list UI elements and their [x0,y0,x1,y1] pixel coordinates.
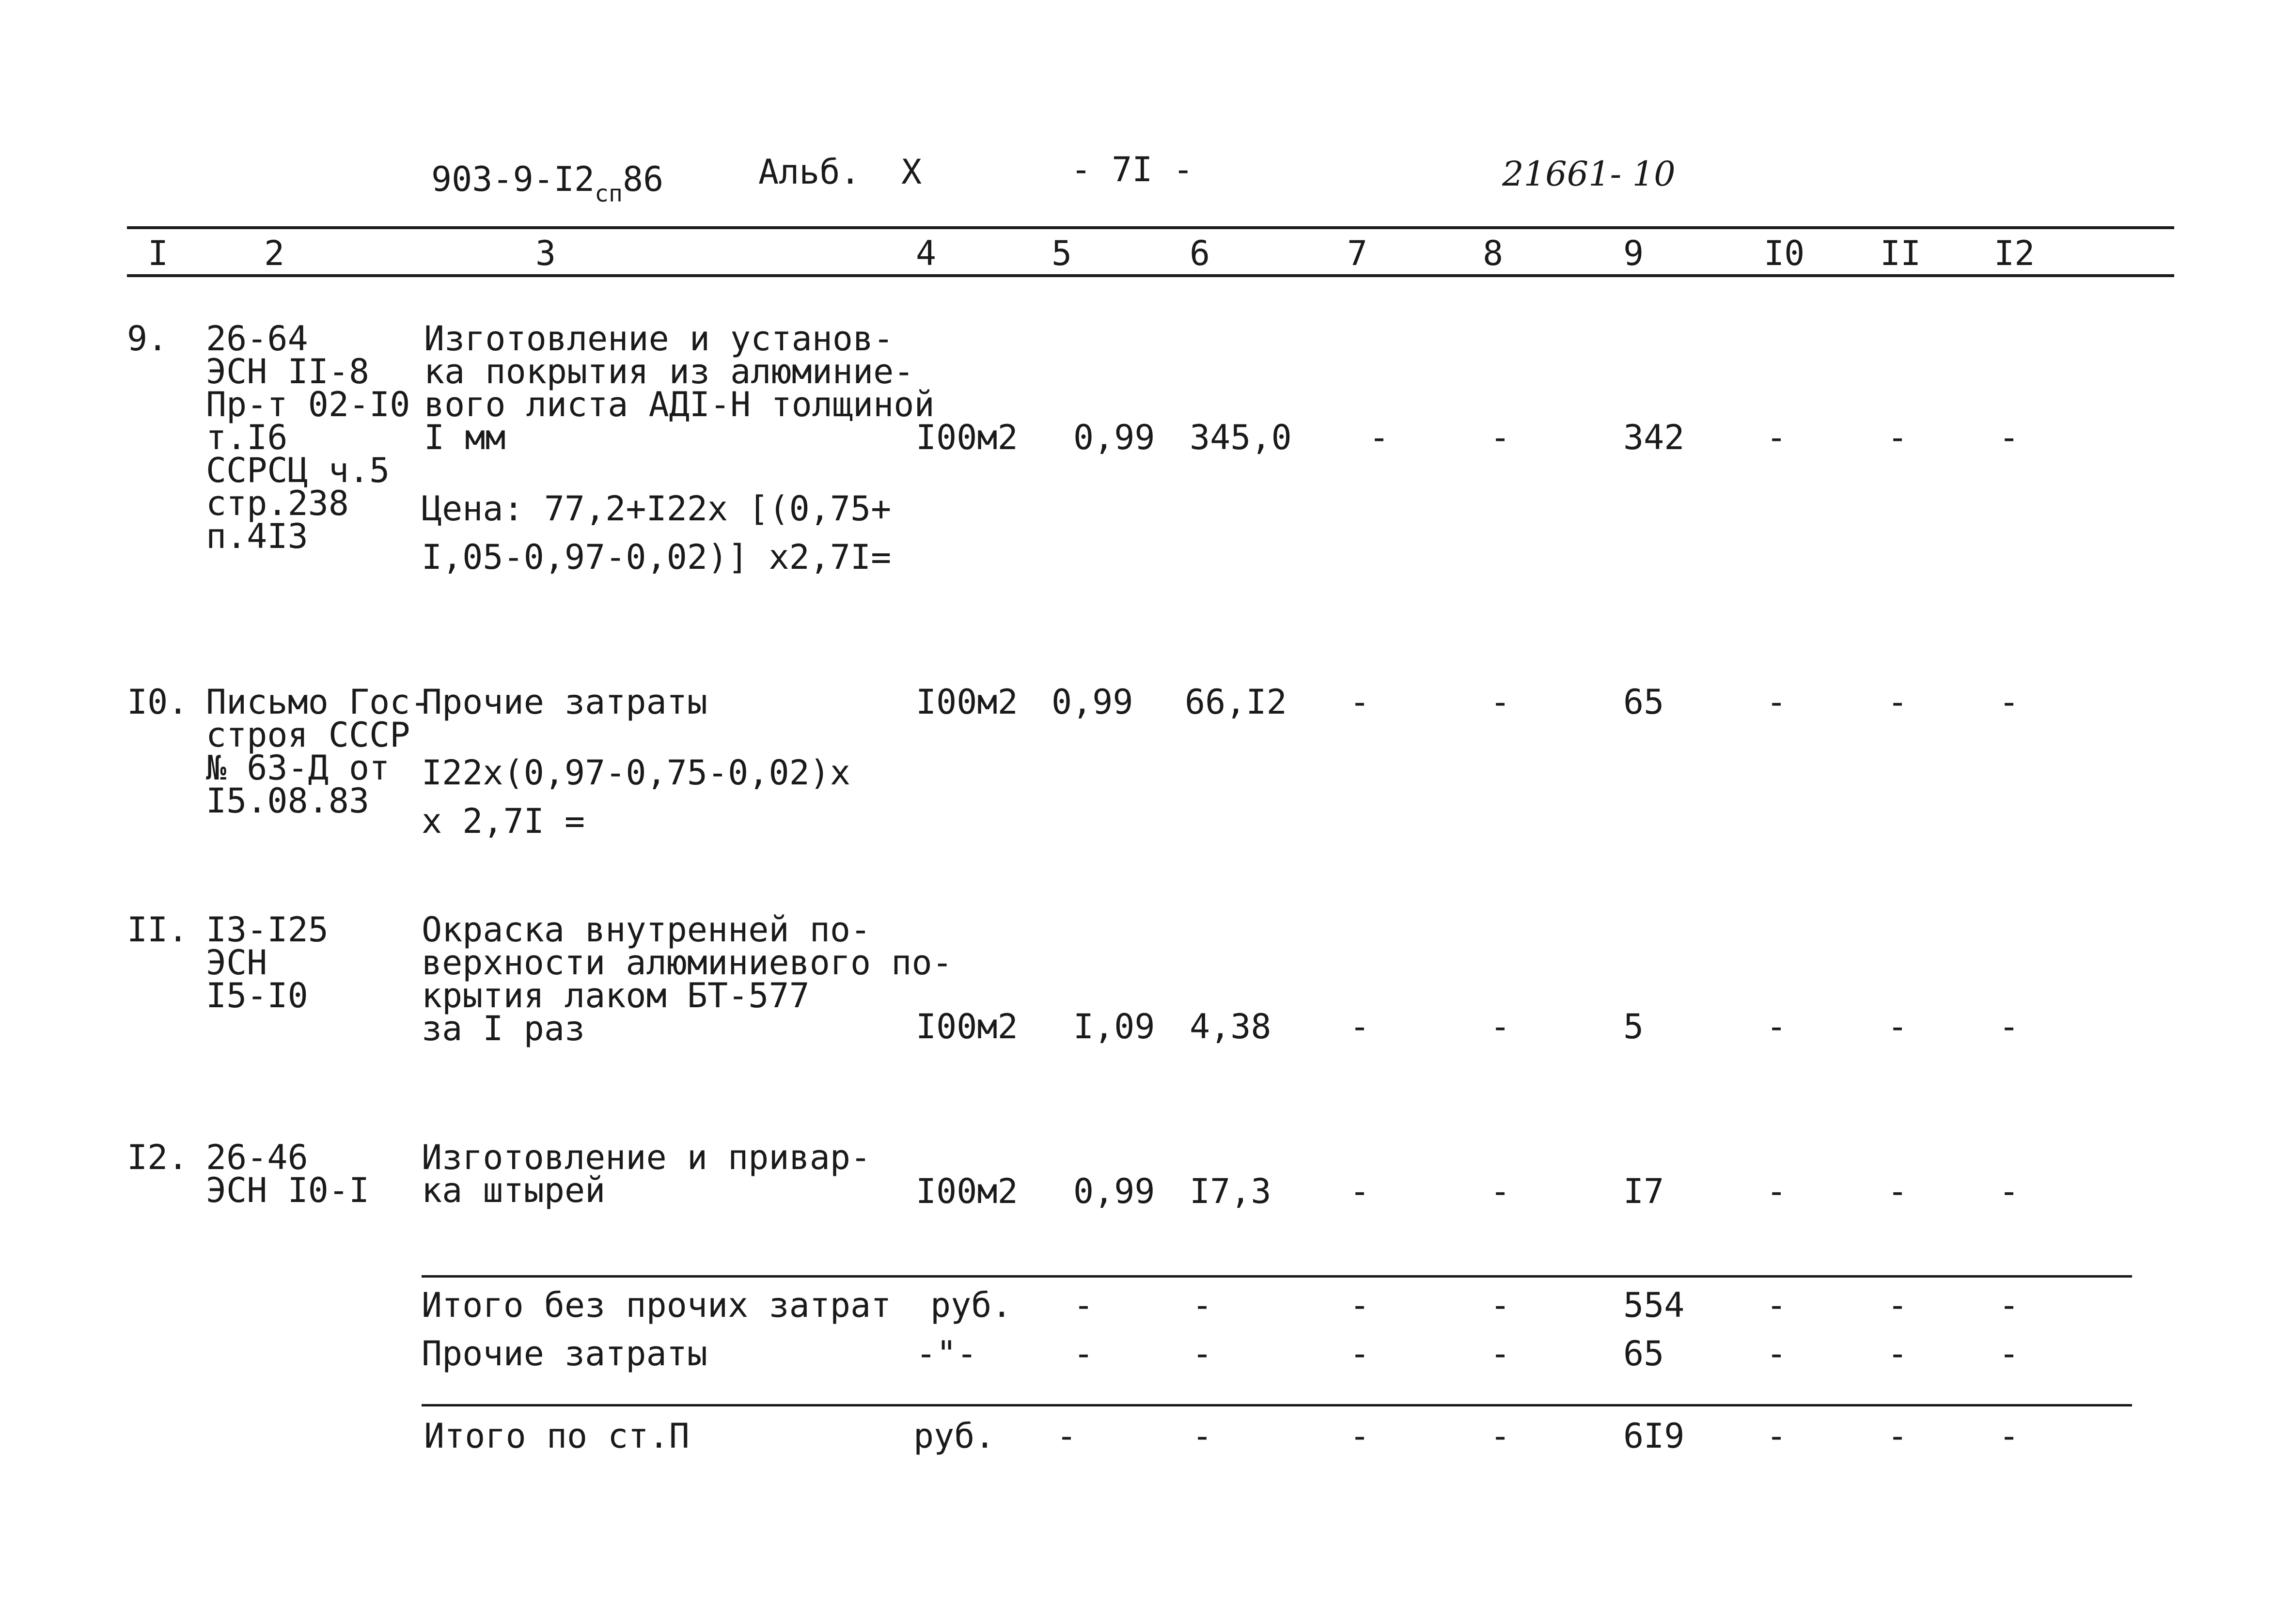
row-quantity: 0,99 [1073,418,1155,457]
total-col7: - [1349,1285,1370,1325]
col-header-9: 9 [1623,234,1644,273]
col-header-3: 3 [535,234,556,273]
row-price: I7,3 [1190,1171,1271,1211]
total-price: - [1192,1416,1213,1456]
total-col8: - [1490,1285,1511,1325]
row-col12: - [1999,682,2020,722]
row-col9: 342 [1623,418,1685,457]
grand-total-rule [422,1404,2132,1406]
row-basis: I3-I25 ЭСН I5-I0 [206,910,329,1015]
row-number: I0. [127,682,188,722]
total-quantity: - [1073,1285,1094,1325]
row-col12: - [1999,1007,2020,1046]
row-col8: - [1490,418,1511,457]
row-col11: - [1887,418,1908,457]
row-col7: - [1349,1171,1370,1211]
total-col9: 6I9 [1623,1416,1685,1456]
totals-top-rule [422,1275,2132,1278]
total-label: Итого без прочих затрат [422,1285,892,1325]
row-number: I2. [127,1138,188,1177]
total-col11: - [1887,1285,1908,1325]
col-header-7: 7 [1347,234,1368,273]
total-col11: - [1887,1416,1908,1456]
total-price: - [1192,1334,1213,1374]
total-col12: - [1999,1334,2020,1374]
row-quantity: 0,99 [1073,1171,1155,1211]
row-unit: I00м2 [916,1007,1018,1046]
row-unit: I00м2 [916,1171,1018,1211]
total-unit: -"- [916,1334,977,1374]
row-formula: I22х(0,97-0,75-0,02)х х 2,7I = [422,753,851,841]
col-header-6: 6 [1190,234,1210,273]
row-col10: - [1766,1007,1787,1046]
row-unit: I00м2 [916,418,1018,457]
row-number: II. [127,910,188,950]
col-header-11: II [1880,234,1921,273]
col-header-1: I [148,234,169,273]
row-col7: - [1349,682,1370,722]
row-col10: - [1766,418,1787,457]
col-header-12: I2 [1994,234,2035,273]
total-col8: - [1490,1334,1511,1374]
total-unit: руб. [913,1416,995,1456]
row-price: 66,I2 [1185,682,1287,722]
col-header-2: 2 [264,234,285,273]
row-col7: - [1369,418,1390,457]
row-col12: - [1999,1171,2020,1211]
row-quantity: I,09 [1073,1007,1155,1046]
total-col10: - [1766,1334,1787,1374]
total-col9: 554 [1623,1285,1685,1325]
total-col9: 65 [1623,1334,1664,1374]
row-col11: - [1887,682,1908,722]
total-quantity: - [1073,1334,1094,1374]
row-description: Прочие затраты [422,682,708,722]
row-description: Изготовление и установ- ка покрытия из алюминие- вого листа АДI-Н толщиной I мм [424,319,935,457]
row-formula: Цена: 77,2+I22х [(0,75+ I,05-0,97-0,02)] х2,7I= [422,489,892,577]
total-col10: - [1766,1285,1787,1325]
row-basis: 26-46 ЭСН I0-I [206,1138,370,1210]
row-col9: 5 [1623,1007,1644,1046]
col-header-5: 5 [1051,234,1072,273]
row-col9: I7 [1623,1171,1664,1211]
row-unit: I00м2 [916,682,1018,722]
total-col11: - [1887,1334,1908,1374]
col-header-10: I0 [1764,234,1805,273]
row-col11: - [1887,1171,1908,1211]
total-label: Итого по ст.П [424,1416,690,1456]
doc-code-subscript: сп [595,180,623,207]
row-col12: - [1999,418,2020,457]
row-quantity: 0,99 [1051,682,1133,722]
row-col10: - [1766,682,1787,722]
total-col7: - [1349,1416,1370,1456]
row-price: 345,0 [1190,418,1292,457]
col-header-8: 8 [1483,234,1504,273]
row-col9: 65 [1623,682,1664,722]
row-description: Окраска внутренней по- верхности алюминиевого по- крытия лаком БТ-577 за I раз [422,910,953,1048]
row-col8: - [1490,1007,1511,1046]
total-col10: - [1766,1416,1787,1456]
album-label: Альб. X [758,152,922,192]
header-bottom-rule [127,274,2174,277]
row-col11: - [1887,1007,1908,1046]
row-number: 9. [127,319,168,359]
row-basis: Письмо Гос- строя СССР № 63-Д от I5.08.83 [206,682,431,821]
total-col8: - [1490,1416,1511,1456]
row-col8: - [1490,1171,1511,1211]
row-basis: 26-64 ЭСН II-8 Пр-т 02-I0 т.I6 ССРСЦ ч.5 стр.238 п.4I3 [206,319,410,556]
doc-code: $903-9-I2_{сп}86$ [431,159,664,207]
total-unit: руб. [930,1285,1012,1325]
total-col7: - [1349,1334,1370,1374]
row-col7: - [1349,1007,1370,1046]
row-price: 4,38 [1190,1007,1271,1046]
total-label: Прочие затраты [422,1334,708,1374]
total-col12: - [1999,1416,2020,1456]
total-price: - [1192,1285,1213,1325]
page-number: - 7I - [1071,150,1193,189]
total-col12: - [1999,1285,2020,1325]
row-col8: - [1490,682,1511,722]
row-col10: - [1766,1171,1787,1211]
handwritten-code: 21661- 10 [1502,154,1676,194]
col-header-4: 4 [916,234,937,273]
header-top-rule [127,226,2174,229]
row-description: Изготовление и привар- ка штырей [422,1138,871,1210]
total-quantity: - [1056,1416,1077,1456]
